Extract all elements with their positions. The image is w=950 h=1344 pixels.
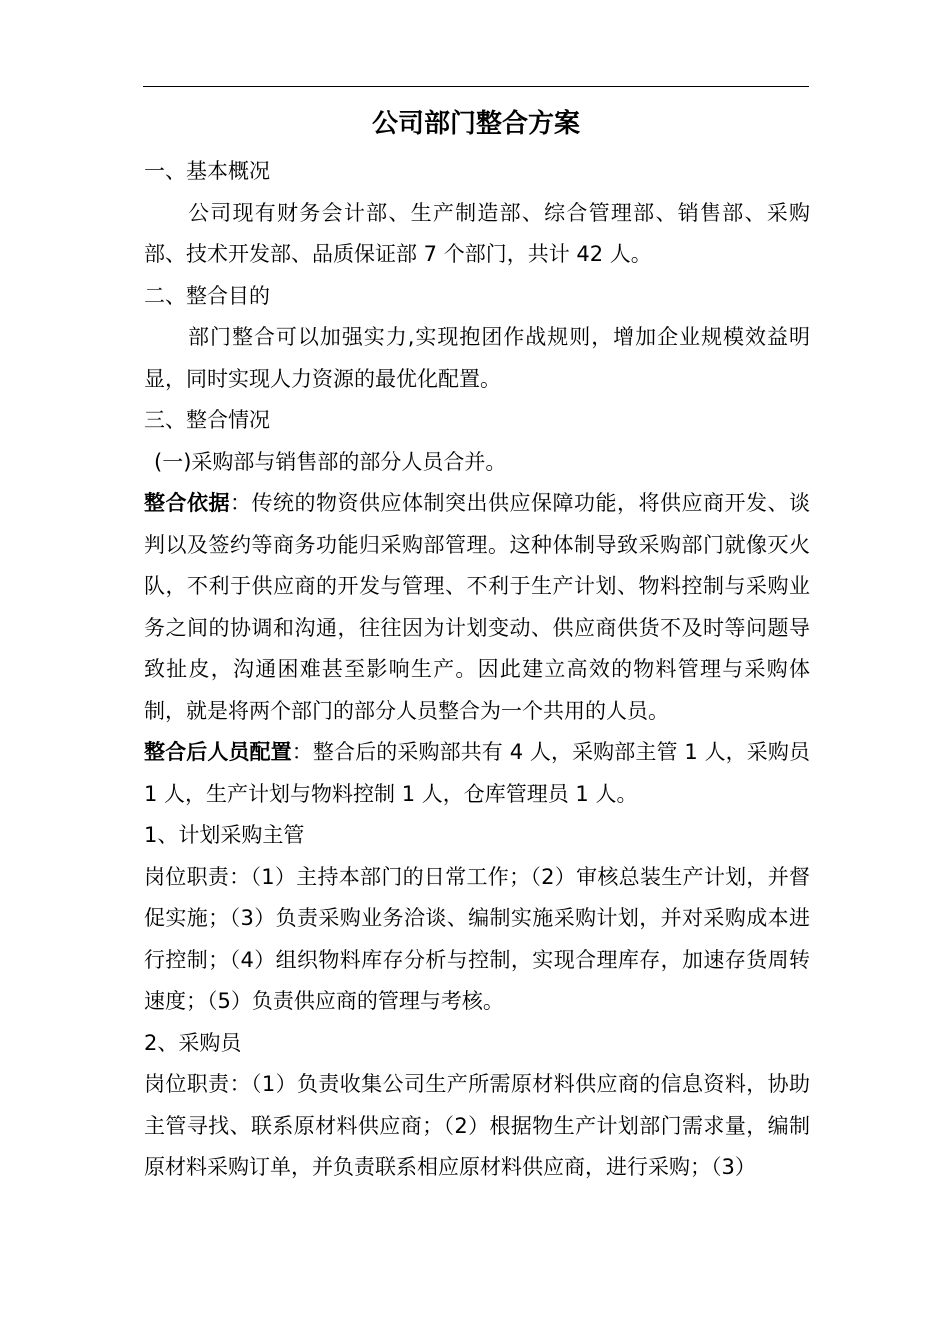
role-heading-purchasing-supervisor: 1、计划采购主管 bbox=[144, 823, 305, 847]
staffing-text: ：整合后的采购部共有 4 人，采购部主管 1 人，采购员 1 人，生产计划与物料控制 1 人，仓库管理员 1 人。 bbox=[144, 740, 811, 806]
integration-basis-label: 整合依据 bbox=[144, 491, 230, 515]
role-duties-purchasing-supervisor: 岗位职责：（1）主持本部门的日常工作；（2）审核总装生产计划，并督促实施；（3）负责采购业务洽谈、编制实施采购计划，并对采购成本进行控制；（4）组织物料库存分析与控制，实现合理库存，加速存货周转速度；（5）负责供应商的管理与考核。 bbox=[144, 864, 810, 1013]
section-heading-purpose: 二、整合目的 bbox=[144, 283, 270, 308]
section-heading-situation: 三、整合情况 bbox=[144, 408, 270, 432]
header-rule bbox=[143, 86, 809, 87]
section-heading-overview: 一、基本概况 bbox=[144, 159, 270, 183]
document-body bbox=[144, 151, 810, 1189]
integration-basis-text: ：传统的物资供应体制突出供应保障功能，将供应商开发、谈判以及签约等商务功能归采购部管理。这种体制导致采购部门就像灭火队，不利于供应商的开发与管理、不利于生产计划、物料控制与采购业务之间的协调和沟通，往往因为计划变动、供应商供货不及时等问题导致扯皮，沟通困难甚至影响生产。因此建立高效的物料管理与采购体制，就是将两个部门的部分人员整合为一个共用的人员。 bbox=[144, 491, 810, 723]
situation-subheading: (一)采购部与销售部的部分人员合并。 bbox=[154, 449, 507, 474]
staffing-label: 整合后人员配置 bbox=[144, 740, 292, 764]
role-duties-buyer: 岗位职责：（1）负责收集公司生产所需原材料供应商的信息资料，协助主管寻找、联系原材料供应商；（2）根据物生产计划部门需求量，编制原材料采购订单，并负责联系相应原材料供应商，进行采购；（3） bbox=[144, 1072, 810, 1179]
overview-paragraph: 公司现有财务会计部、生产制造部、综合管理部、销售部、采购部、技术开发部、品质保证部 7 个部门，共计 42 人。 bbox=[144, 200, 810, 266]
staffing-paragraph bbox=[144, 732, 810, 815]
purpose-paragraph: 部门整合可以加强实力,实现抱团作战规则，增加企业规模效益明显，同时实现人力资源的最优化配置。 bbox=[144, 325, 810, 391]
integration-basis-paragraph bbox=[144, 483, 810, 732]
document-title: 公司部门整合方案 bbox=[371, 109, 580, 139]
role-heading-buyer: 2、采购员 bbox=[144, 1030, 242, 1055]
